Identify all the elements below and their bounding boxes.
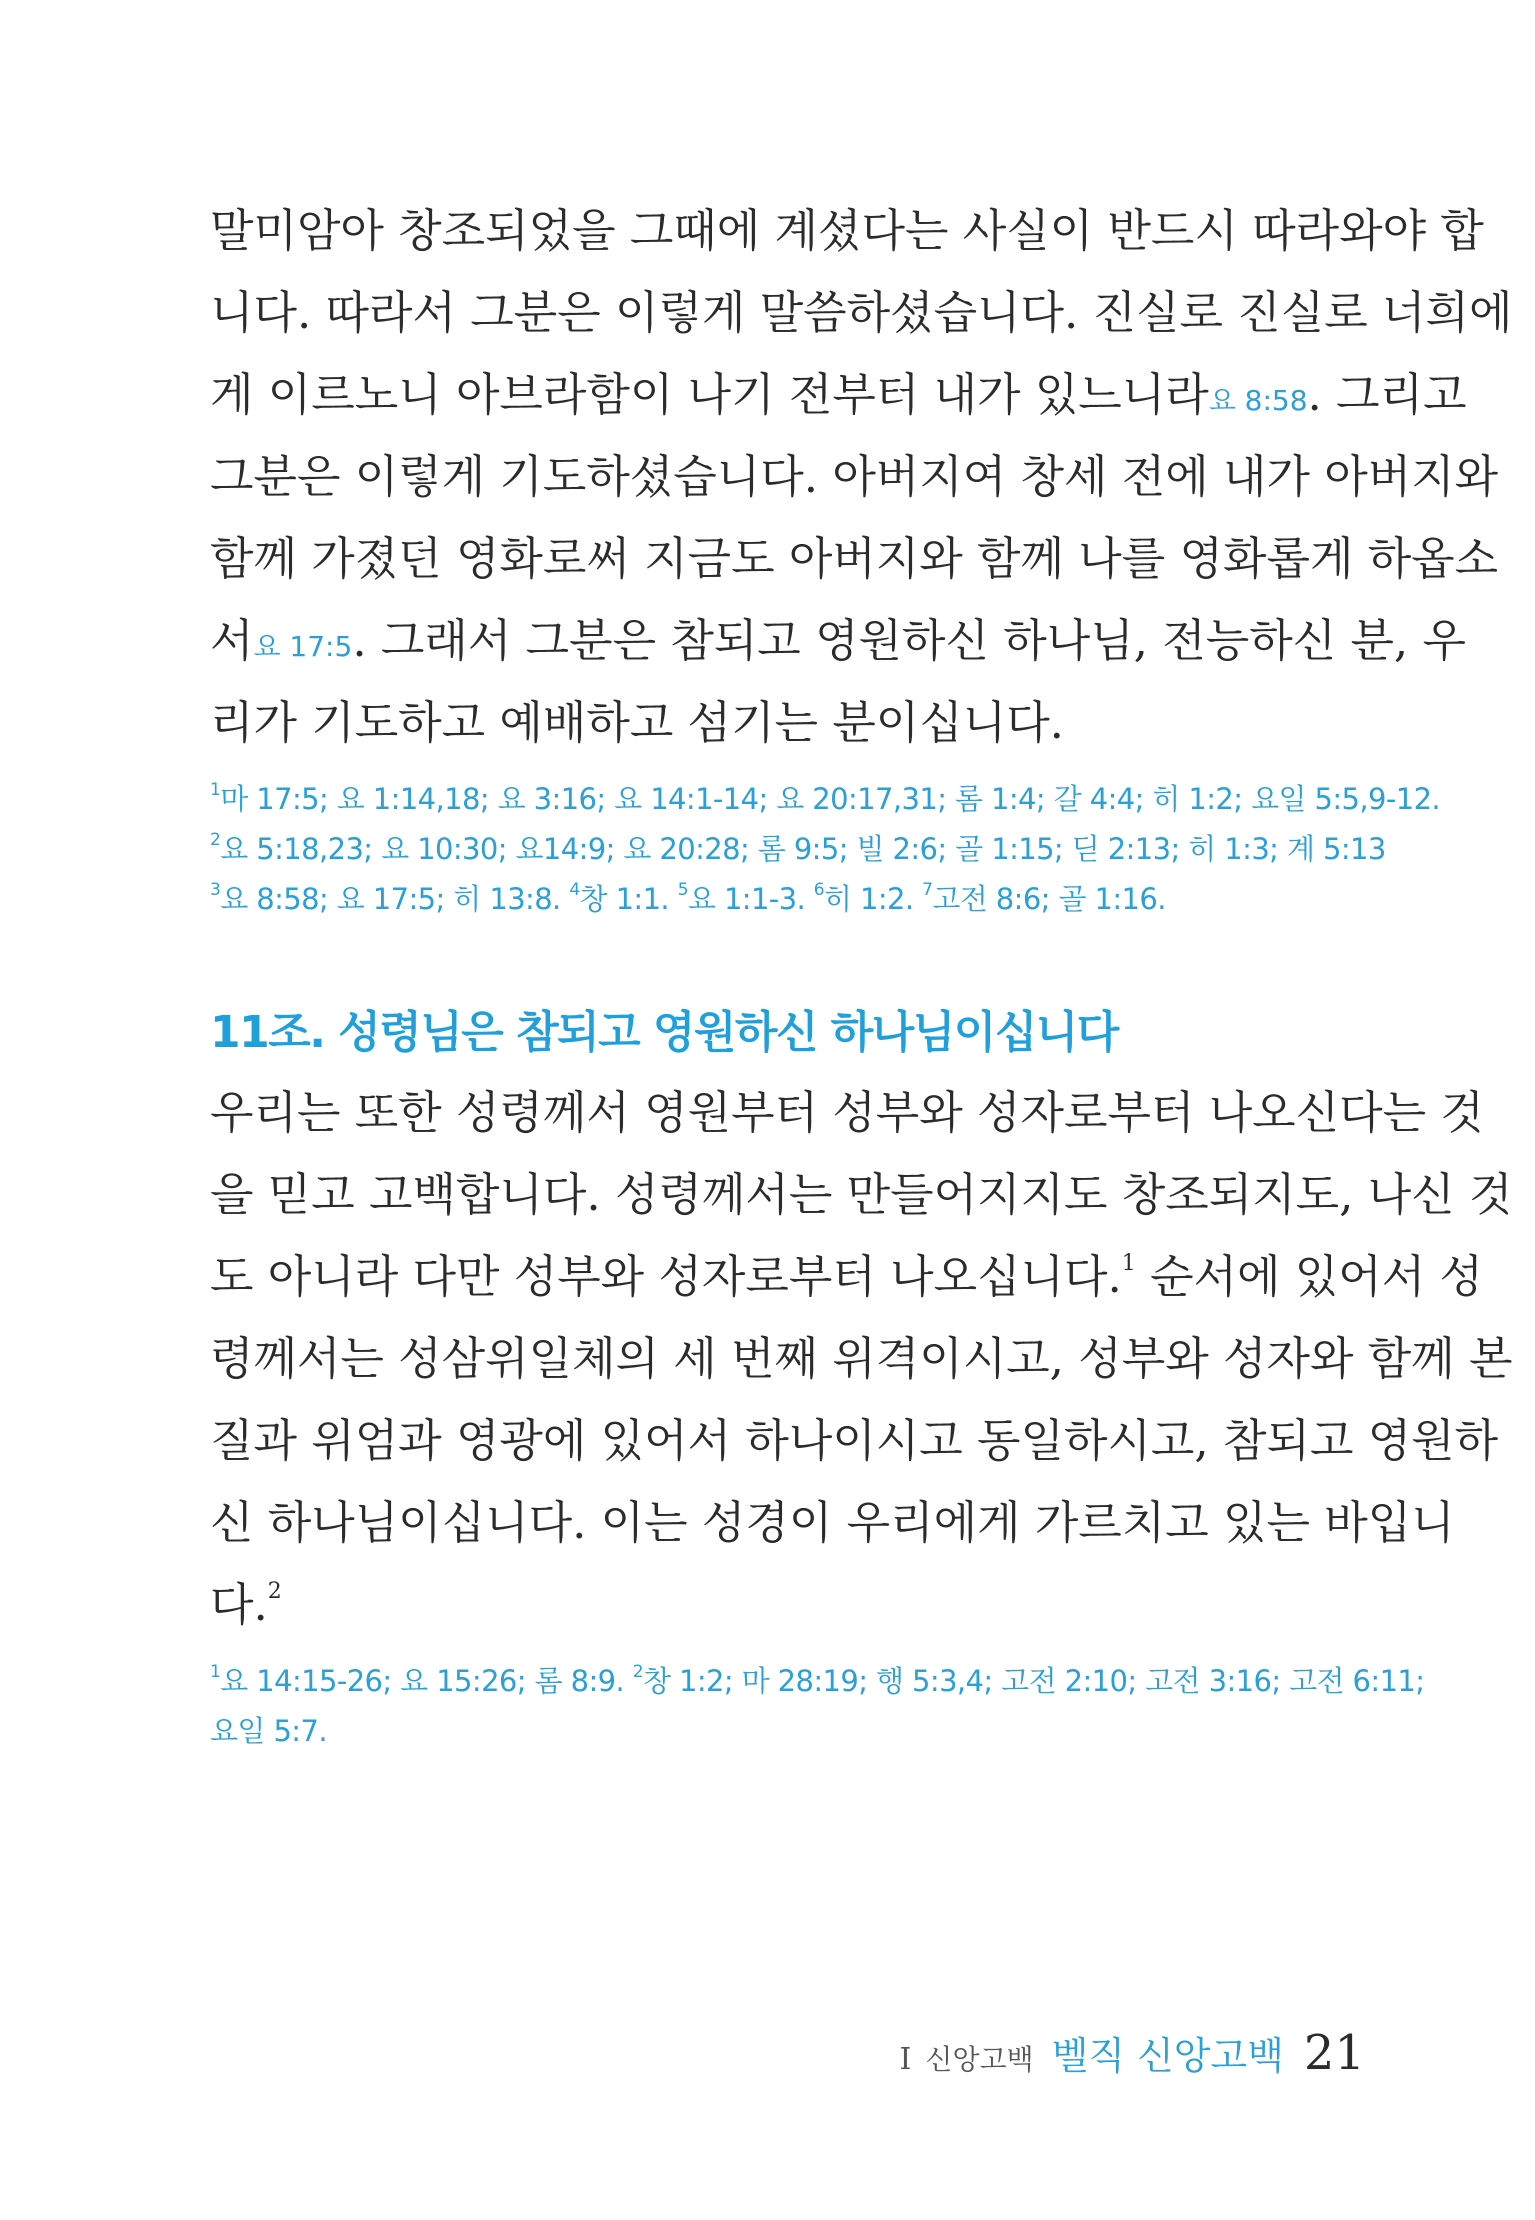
- footnote-number: 1: [210, 1662, 221, 1682]
- footnote-text: 창 1:1.: [579, 882, 678, 916]
- text-line: [210, 272, 1513, 354]
- text-line: [210, 1564, 1365, 1646]
- text-line: [210, 1236, 1483, 1318]
- footnote-number: 2: [632, 1662, 643, 1682]
- text-span: 신 하나님이십니다. 이는 성경이 우리에게 가르치고 있는 바입니: [210, 1496, 1455, 1549]
- text-line: [210, 1072, 1484, 1154]
- body-paragraph-top: [210, 190, 1513, 764]
- article-body: [210, 1072, 1513, 1646]
- page-content: [210, 190, 1513, 1756]
- footnote-text: 히 1:2.: [823, 882, 923, 916]
- text-line: [210, 1482, 1455, 1564]
- text-span: 서: [210, 614, 254, 667]
- footnote-marker: 1: [1121, 1251, 1136, 1276]
- text-span: 우리는 또한 성령께서 영원부터 성부와 성자로부터 나오신다는 것: [210, 1086, 1484, 1139]
- article-heading: 11조. 성령님은 참되고 영원하신 하나님이십니다: [210, 1007, 1118, 1058]
- footnote-number: 3: [210, 880, 221, 900]
- text-span: 니다. 따라서 그분은 이렇게 말씀하셨습니다. 진실로 진실로 너희에: [210, 286, 1513, 339]
- text-span: . 그리고: [1307, 368, 1467, 421]
- footer-book-title: 벨직 신앙고백: [1051, 2034, 1284, 2078]
- page-number: 21: [1303, 2025, 1365, 2081]
- footnote-marker: 2: [267, 1579, 282, 1604]
- footer-part-title: 신앙고백: [925, 2043, 1034, 2076]
- text-span: 함께 가졌던 영화로써 지금도 아버지와 함께 나를 영화롭게 하옵소: [210, 532, 1499, 585]
- footnote-number: 6: [813, 880, 824, 900]
- footnote-text: 요 8:58; 요 17:5; 히 13:8.: [220, 882, 570, 916]
- text-span: 도 아니라 다만 성부와 성자로부터 나오십니다.: [210, 1250, 1122, 1303]
- text-span: 리가 기도하고 예배하고 섬기는 분이십니다.: [210, 696, 1064, 749]
- text-line: [210, 436, 1499, 518]
- footnote-text: 요 5:18,23; 요 10:30; 요14:9; 요 20:28; 롬 9:5; 빌 2:6; 골 1:15; 딛 2:13; 히 1:3; 계 5:13: [220, 832, 1386, 866]
- footnote-line: [210, 1706, 1365, 1756]
- text-span: 질과 위엄과 영광에 있어서 하나이시고 동일하시고, 참되고 영원하: [210, 1414, 1499, 1467]
- text-line: [210, 1318, 1513, 1400]
- scripture-reference: 요 8:58: [1208, 384, 1308, 417]
- page-footer: [900, 2025, 1365, 2081]
- text-line: [210, 682, 1365, 764]
- footnote-text: 요 1:1-3.: [687, 882, 814, 916]
- text-span: 다.: [210, 1578, 268, 1631]
- footnote-number: 1: [210, 780, 221, 800]
- text-line: [210, 354, 1467, 436]
- footnote-number: 4: [569, 880, 580, 900]
- footnote-number: 5: [677, 880, 688, 900]
- footnote-number: 7: [922, 880, 933, 900]
- footnote-line: [210, 874, 1365, 924]
- text-line: [210, 1154, 1513, 1236]
- text-span: 그분은 이렇게 기도하셨습니다. 아버지여 창세 전에 내가 아버지와: [210, 450, 1499, 503]
- footnote-text: 요 14:15-26; 요 15:26; 롬 8:9.: [220, 1664, 633, 1698]
- text-line: [210, 600, 1467, 682]
- footnote-line: [210, 1656, 1425, 1706]
- scripture-reference: 요 17:5: [253, 630, 353, 663]
- footnote-line: [210, 774, 1441, 824]
- text-line: [210, 1400, 1499, 1482]
- footnote-text: 창 1:2; 마 28:19; 행 5:3,4; 고전 2:10; 고전 3:16; 고전 6:11;: [642, 1664, 1425, 1698]
- footnote-line: [210, 824, 1386, 874]
- text-line: [210, 518, 1499, 600]
- text-span: 을 믿고 고백합니다. 성령께서는 만들어지지도 창조되지도, 나신 것: [210, 1168, 1513, 1221]
- text-span: . 그래서 그분은 참되고 영원하신 하나님, 전능하신 분, 우: [352, 614, 1467, 667]
- text-span: 게 이르노니 아브라함이 나기 전부터 내가 있느니라: [210, 368, 1209, 421]
- text-span: 말미암아 창조되었을 그때에 계셨다는 사실이 반드시 따라와야 합: [210, 204, 1484, 257]
- footnote-number: 2: [210, 830, 221, 850]
- text-line: [210, 190, 1484, 272]
- text-span: 순서에 있어서 성: [1135, 1250, 1483, 1303]
- footer-separator: I: [899, 2042, 912, 2077]
- footnotes-top: [210, 774, 1441, 924]
- text-span: 령께서는 성삼위일체의 세 번째 위격이시고, 성부와 성자와 함께 본: [210, 1332, 1513, 1385]
- footnote-text: 요일 5:7.: [210, 1714, 327, 1748]
- footnotes-article: [210, 1656, 1425, 1756]
- footnote-text: 마 17:5; 요 1:14,18; 요 3:16; 요 14:1-14; 요 20:17,31; 롬 1:4; 갈 4:4; 히 1:2; 요일 5:5,9-12.: [220, 782, 1441, 816]
- footnote-text: 고전 8:6; 골 1:16.: [932, 882, 1166, 916]
